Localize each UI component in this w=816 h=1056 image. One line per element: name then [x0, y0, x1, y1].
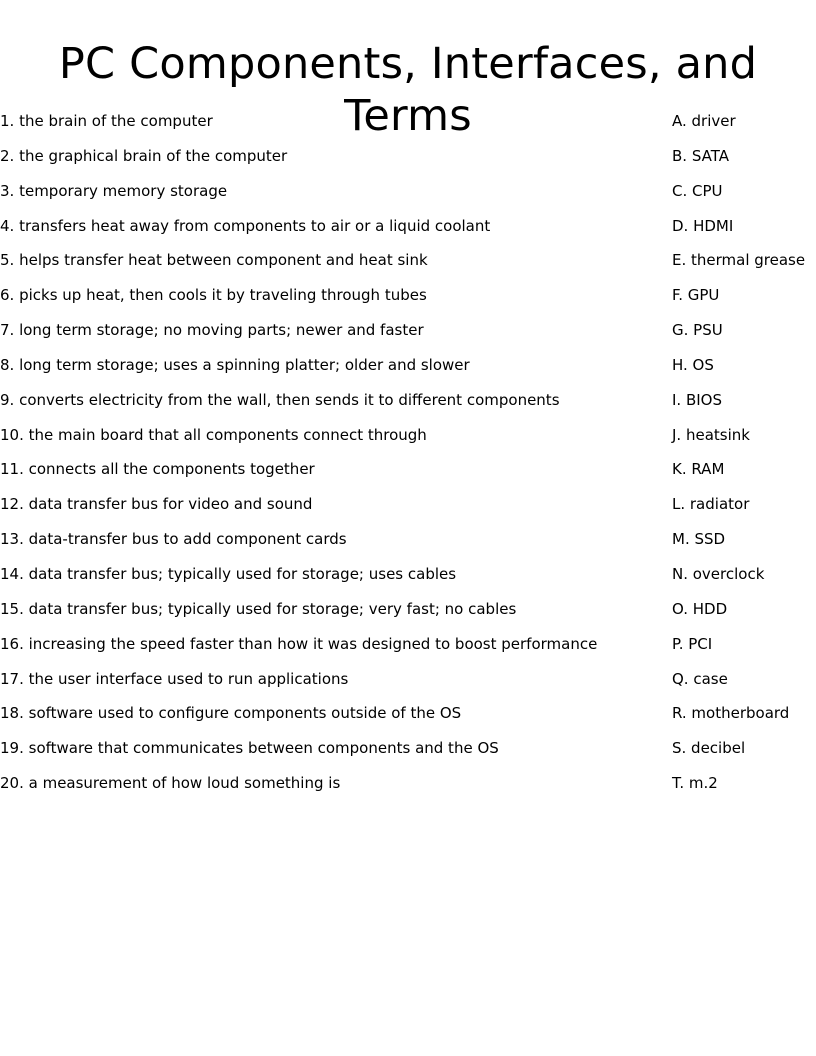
- answer-option: T. m.2: [672, 774, 718, 793]
- answer-option: P. PCI: [672, 634, 713, 653]
- list-item: [0, 562, 816, 597]
- clue-text: 13. data-transfer bus to add component cards: [0, 530, 347, 549]
- list-item: [0, 214, 816, 249]
- answer-option: A. driver: [672, 112, 736, 130]
- clue-text: 6. picks up heat, then cools it by traveling through tubes: [0, 286, 427, 305]
- clue-text: 15. data transfer bus; typically used for storage; very fast; no cables: [0, 599, 517, 618]
- clue-text: 12. data transfer bus for video and sound: [0, 495, 313, 514]
- answer-option: C. CPU: [672, 181, 723, 200]
- answer-option: D. HDMI: [672, 216, 734, 235]
- answer-option: O. HDD: [672, 599, 728, 618]
- clue-text: 18. software used to configure components outside of the OS: [0, 704, 462, 723]
- answer-option: J. heatsink: [672, 425, 750, 444]
- matching-list: [0, 109, 816, 806]
- answer-option: Q. case: [672, 669, 728, 688]
- clue-text: 1. the brain of the computer: [0, 112, 213, 130]
- answer-option: L. radiator: [672, 495, 750, 514]
- clue-text: 7. long term storage; no moving parts; newer and faster: [0, 321, 424, 340]
- clue-text: 10. the main board that all components connect through: [0, 425, 427, 444]
- answer-option: M. SSD: [672, 530, 726, 549]
- answer-option: K. RAM: [672, 460, 725, 479]
- list-item: [0, 248, 816, 283]
- list-item: [0, 179, 816, 214]
- list-item: [0, 667, 816, 702]
- list-item: [0, 144, 816, 179]
- list-item: [0, 736, 816, 771]
- list-item: [0, 457, 816, 492]
- list-item: [0, 283, 816, 318]
- list-item: [0, 353, 816, 388]
- answer-option: E. thermal grease: [672, 251, 806, 270]
- clue-text: 19. software that communicates between components and the OS: [0, 739, 499, 758]
- list-item: [0, 771, 816, 806]
- list-item: [0, 388, 816, 423]
- answer-option: S. decibel: [672, 739, 746, 758]
- clue-text: 16. increasing the speed faster than how it was designed to boost performance: [0, 634, 598, 653]
- list-item: [0, 318, 816, 353]
- clue-text: 4. transfers heat away from components to air or a liquid coolant: [0, 216, 491, 235]
- page-title: PC Components, Interfaces, and Terms: [58, 39, 758, 141]
- answer-option: H. OS: [672, 355, 714, 374]
- clue-text: 3. temporary memory storage: [0, 181, 228, 200]
- clue-text: 11. connects all the components together: [0, 460, 315, 479]
- list-item: [0, 492, 816, 527]
- list-item: [0, 423, 816, 458]
- answer-option: B. SATA: [672, 146, 729, 165]
- clue-text: 17. the user interface used to run applications: [0, 669, 349, 688]
- list-item: [0, 632, 816, 667]
- answer-option: F. GPU: [672, 286, 720, 305]
- answer-option: R. motherboard: [672, 704, 790, 723]
- clue-text: 9. converts electricity from the wall, then sends it to different components: [0, 390, 560, 409]
- list-item: [0, 701, 816, 736]
- clue-text: 14. data transfer bus; typically used for storage; uses cables: [0, 564, 457, 583]
- answer-option: N. overclock: [672, 564, 765, 583]
- list-item: [0, 597, 816, 632]
- clue-text: 5. helps transfer heat between component and heat sink: [0, 251, 428, 270]
- clue-text: 8. long term storage; uses a spinning platter; older and slower: [0, 355, 470, 374]
- answer-option: G. PSU: [672, 321, 723, 340]
- answer-option: I. BIOS: [672, 390, 723, 409]
- clue-text: 20. a measurement of how loud something is: [0, 774, 341, 793]
- clue-text: 2. the graphical brain of the computer: [0, 146, 288, 165]
- list-item: [0, 109, 816, 144]
- list-item: [0, 527, 816, 562]
